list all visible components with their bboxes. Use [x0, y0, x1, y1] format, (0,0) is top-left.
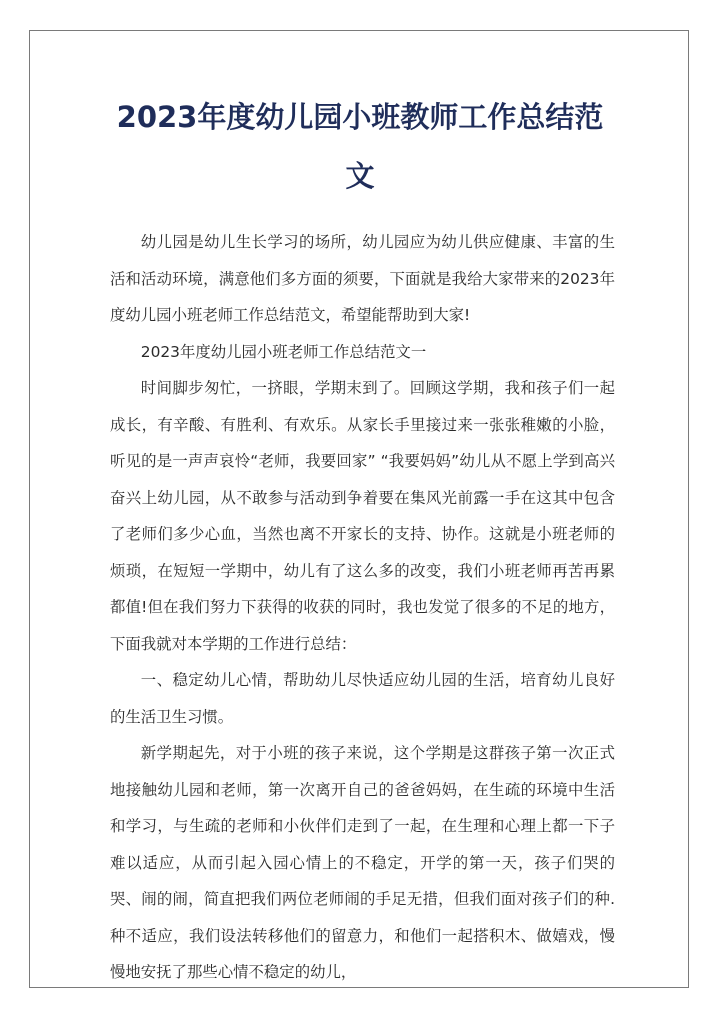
document-body [110, 224, 615, 991]
body-paragraph: 新学期起先，对于小班的孩子来说，这个学期是这群孩子第一次正式地接触幼儿园和老师，第一次离开自己的爸爸妈妈，在生疏的环境中生活和学习，与生疏的老师和小伙伴们走到了一起，在生理和心理上都一下子难以适应，从而引起入园心情上的不稳定，开学的第一天，孩子们哭的哭、闹的闹，简直把我们两位老师闹的手足无措，但我们面对孩子们的种.种不适应，我们设法转移他们的留意力，和他们一起搭积木、做嬉戏，慢慢地安抚了那些心情不稳定的幼儿， [110, 744, 615, 981]
intro-paragraph: 幼儿园是幼儿生长学习的场所，幼儿园应为幼儿供应健康、丰富的生活和活动环境，满意他们多方面的须要，下面就是我给大家带来的2023年度幼儿园小班老师工作总结范文，希望能帮助到大家! [110, 233, 615, 324]
section-heading: 2023年度幼儿园小班老师工作总结范文一 [140, 342, 427, 361]
body-paragraph: 时间脚步匆忙，一挤眼，学期末到了。回顾这学期，我和孩子们一起成长，有辛酸、有胜利、有欢乐。从家长手里接过来一张张稚嫩的小脸，听见的是一声声哀怜“老师，我要回家” “我要妈妈”幼儿从不愿上学到高兴奋兴上幼儿园，从不敢参与活动到争着要在集风光前露一手在这其中包含了老师们多少心血，当然也离不开家长的支持、协作。这就是小班老师的烦琐，在短短一学期中，幼儿有了这么多的改变，我们小班老师再苦再累都值!但在我们努力下获得的收获的同时，我也发觉了很多的不足的地方，下面我就对本学期的工作进行总结： [110, 379, 615, 653]
document-title-line-1: 2023年度幼儿园小班教师工作总结范 [116, 100, 604, 134]
subsection-heading: 一、稳定幼儿心情，帮助幼儿尽快适应幼儿园的生活，培育幼儿良好的生活卫生习惯。 [110, 671, 615, 726]
document-title-line-2: 文 [345, 159, 375, 193]
